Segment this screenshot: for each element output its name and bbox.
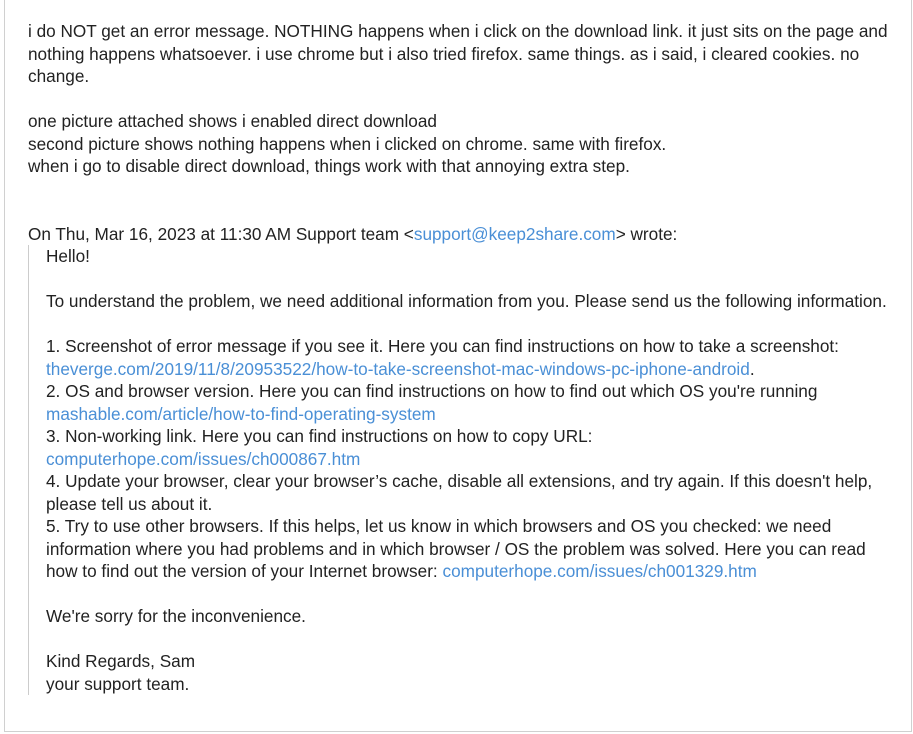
computerhope-copy-url-link[interactable]: computerhope.com/issues/ch000867.htm bbox=[46, 448, 361, 469]
quoted-closing: Kind Regards, Sam bbox=[46, 651, 196, 671]
quoted-item-5: 5. Try to use other browsers. If this helps, let us know in which browsers and OS you checked: we need information where you had problems and in which browser / OS the problem was solved. Here you can read how to find out the version of your Internet browser: computerhope.com/issues/ch001329.htm bbox=[46, 516, 866, 581]
reply-line: when i go to disable direct download, things work with that annoying extra step. bbox=[28, 156, 630, 176]
reply-line: one picture attached shows i enabled direct download bbox=[28, 111, 437, 131]
theverge-link[interactable]: theverge.com/2019/11/8/20953522/how-to-take-screenshot-mac-windows-pc-iphone-android bbox=[46, 358, 750, 379]
quoted-greeting: Hello! bbox=[46, 246, 90, 266]
quoted-item-1: 1. Screenshot of error message if you see it. Here you can find instructions on how to take a screenshot: theverge.com/2019/11/8/20953522/how-to-take-screenshot-mac-windows-pc-iphone-android. bbox=[46, 336, 839, 379]
quoted-item-4: 4. Update your browser, clear your browser’s cache, disable all extensions, and try again. If this doesn't help, please tell us about it. bbox=[46, 471, 873, 514]
computerhope-browser-version-link[interactable]: computerhope.com/issues/ch001329.htm bbox=[442, 561, 757, 581]
quoted-item-2: 2. OS and browser version. Here you can find instructions on how to find out which OS you're running mashable.com/article/how-to-find-operating-system bbox=[46, 381, 818, 424]
quoted-signature: your support team. bbox=[46, 673, 190, 694]
reply-line: second picture shows nothing happens when i clicked on chrome. same with firefox. bbox=[28, 133, 667, 154]
email-body bbox=[28, 20, 898, 695]
quoted-message bbox=[28, 245, 898, 695]
quoted-intro: To understand the problem, we need additional information from you. Please send us the following information. bbox=[46, 291, 887, 311]
quote-attribution: On Thu, Mar 16, 2023 at 11:30 AM Support team <support@keep2share.com> wrote: bbox=[28, 223, 678, 244]
mashable-link[interactable]: mashable.com/article/how-to-find-operating-system bbox=[46, 403, 436, 424]
reply-paragraph: i do NOT get an error message. NOTHING happens when i click on the download link. it just sits on the page and nothing happens whatsoever. i use chrome but i also tried firefox. same things. as i said, i cleared cookies. no change. bbox=[28, 21, 888, 86]
quoted-item-3: 3. Non-working link. Here you can find instructions on how to copy URL: computerhope.com/issues/ch000867.htm bbox=[46, 426, 593, 469]
support-email-link[interactable]: support@keep2share.com bbox=[413, 223, 616, 244]
quoted-apology: We're sorry for the inconvenience. bbox=[46, 606, 306, 626]
